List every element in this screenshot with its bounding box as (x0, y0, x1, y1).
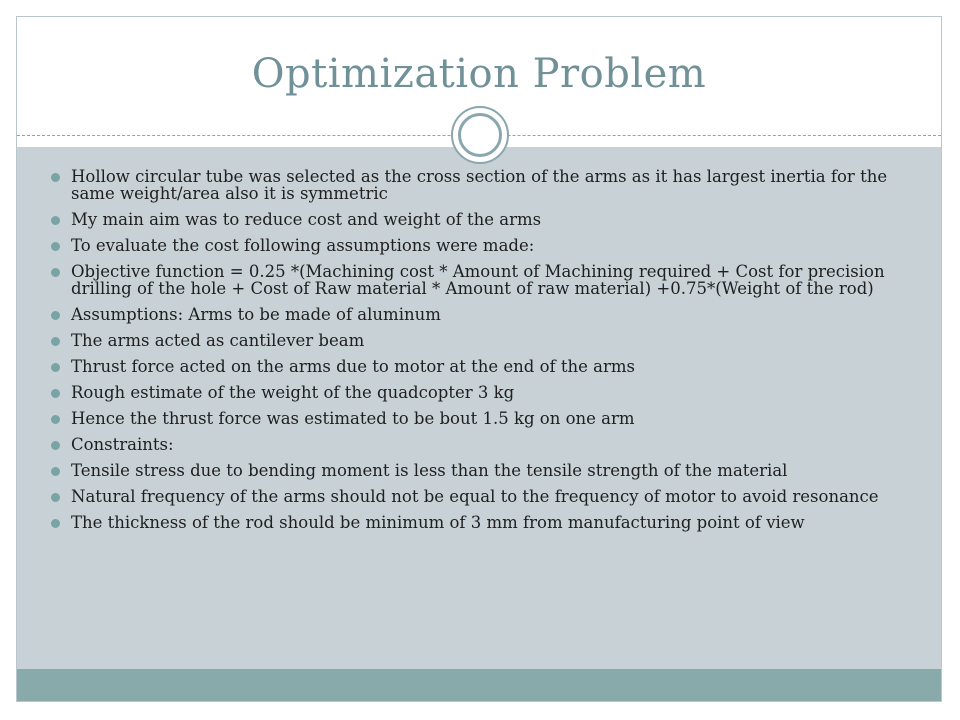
bullet-text: My main aim was to reduce cost and weight of the arms (71, 210, 542, 229)
bullet-dot-icon (51, 242, 60, 251)
footer-band (17, 669, 941, 701)
bullet-text: Hence the thrust force was estimated to be bout 1.5 kg on one arm (71, 409, 635, 428)
bullet-text: Thrust force acted on the arms due to motor at the end of the arms (71, 357, 635, 376)
bullet-dot-icon (51, 441, 60, 450)
bullet-dot-icon (51, 389, 60, 398)
bullet-dot-icon (51, 337, 60, 346)
bullet-dot-icon (51, 173, 60, 182)
bullet-text: Constraints: (71, 435, 174, 454)
bullet-text: Natural frequency of the arms should not be equal to the frequency of motor to avoid resonance (71, 487, 879, 506)
list-item (49, 168, 909, 202)
list-item (49, 332, 909, 349)
bullet-text: Assumptions: Arms to be made of aluminum (71, 305, 441, 324)
list-item (49, 358, 909, 375)
bullet-text: Objective function = 0.25 *(Machining cost * Amount of Machining required + Cost for precision drilling of the hole + Cost of Raw material * Amount of raw material) +0.75*(Weight of the rod) (71, 262, 885, 298)
bullet-text: Hollow circular tube was selected as the cross section of the arms as it has largest inertia for the same weight/area also it is symmetric (71, 167, 888, 203)
bullet-text: To evaluate the cost following assumptions were made: (71, 236, 535, 255)
list-item (49, 237, 909, 254)
list-item (49, 384, 909, 401)
list-item (49, 514, 909, 531)
bullet-text: The arms acted as cantilever beam (71, 331, 365, 350)
bullet-list (49, 168, 909, 540)
bullet-dot-icon (51, 415, 60, 424)
list-item (49, 488, 909, 505)
circle-ornament-icon (451, 106, 509, 164)
list-item (49, 211, 909, 228)
list-item (49, 436, 909, 453)
bullet-dot-icon (51, 268, 60, 277)
bullet-dot-icon (51, 216, 60, 225)
slide (16, 16, 942, 702)
bullet-dot-icon (51, 519, 60, 528)
circle-ornament-inner (458, 113, 502, 157)
list-item (49, 306, 909, 323)
slide-title: Optimization Problem (251, 51, 707, 97)
list-item (49, 410, 909, 427)
bullet-dot-icon (51, 363, 60, 372)
list-item (49, 263, 909, 297)
bullet-dot-icon (51, 467, 60, 476)
bullet-text: Tensile stress due to bending moment is less than the tensile strength of the material (71, 461, 788, 480)
bullet-dot-icon (51, 311, 60, 320)
bullet-text: The thickness of the rod should be minimum of 3 mm from manufacturing point of view (71, 513, 805, 532)
bullet-dot-icon (51, 493, 60, 502)
list-item (49, 462, 909, 479)
bullet-text: Rough estimate of the weight of the quadcopter 3 kg (71, 383, 515, 402)
